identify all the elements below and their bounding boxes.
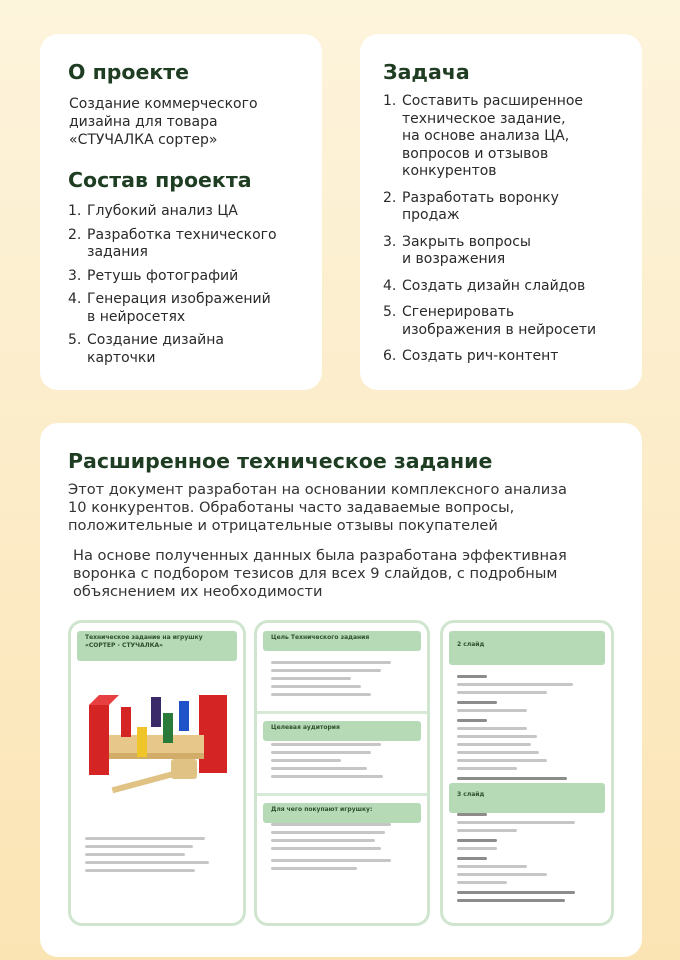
about-card	[40, 34, 322, 390]
composition-title: Состав проекта	[68, 168, 252, 192]
list-item: 1. Составить расширенное техническое задание, на основе анализа ЦА, вопросов и отзывов конкурентов	[383, 93, 584, 179]
list-item: 5. Создание дизайна карточки	[68, 332, 224, 366]
task-list	[383, 93, 596, 366]
list-item: 6. Создать рич-контент	[383, 348, 559, 364]
list-item: 4. Генерация изображений в нейросетях	[68, 291, 271, 325]
list-item: 2. Разработка технического задания	[68, 226, 277, 260]
preview-page-1	[68, 620, 246, 926]
preview-page-2	[254, 620, 430, 926]
spec-paragraph-2: На основе полученных данных была разработана эффективная воронка с подбором тезисов для всех 9 слайдов, с подробным объяснением их необходимости	[73, 547, 567, 600]
preview-header: Цель Технического задания	[263, 631, 421, 651]
preview-section-title: Целевая аудитория	[263, 721, 421, 741]
list-item: 3. Ретушь фотографий	[68, 267, 239, 284]
list-item: 4. Создать дизайн слайдов	[383, 277, 586, 294]
list-item: 1. Глубокий анализ ЦА	[68, 203, 238, 219]
preview-header: 2 слайд	[449, 631, 605, 665]
toy-illustration	[71, 665, 243, 805]
about-text: Создание коммерческого дизайна для товара «СТУЧАЛКА сортер»	[69, 96, 258, 148]
spec-title: Расширенное техническое задание	[68, 449, 493, 473]
list-item: 2. Разработать воронку продаж	[383, 189, 559, 223]
preview-section-title: Для чего покупают игрушку:	[263, 803, 421, 823]
preview-section-title: 3 слайд	[449, 783, 605, 813]
task-title: Задача	[383, 60, 470, 84]
list-item: 5. Сгенерировать изображения в нейросети	[383, 304, 597, 338]
list-item: 3. Закрыть вопросы и возражения	[383, 233, 531, 267]
spec-paragraph-1: Этот документ разработан на основании комплексного анализа 10 конкурентов. Обработаны часто задаваемые вопросы, положительные и отрицательные отзывы покупателей	[68, 481, 567, 534]
about-title: О проекте	[68, 60, 190, 84]
preview-page-3	[440, 620, 614, 926]
preview-header: Техническое задание на игрушку «СОРТЕР - СТУЧАЛКА»	[77, 631, 237, 661]
task-card	[360, 34, 642, 390]
composition-list	[68, 203, 277, 367]
